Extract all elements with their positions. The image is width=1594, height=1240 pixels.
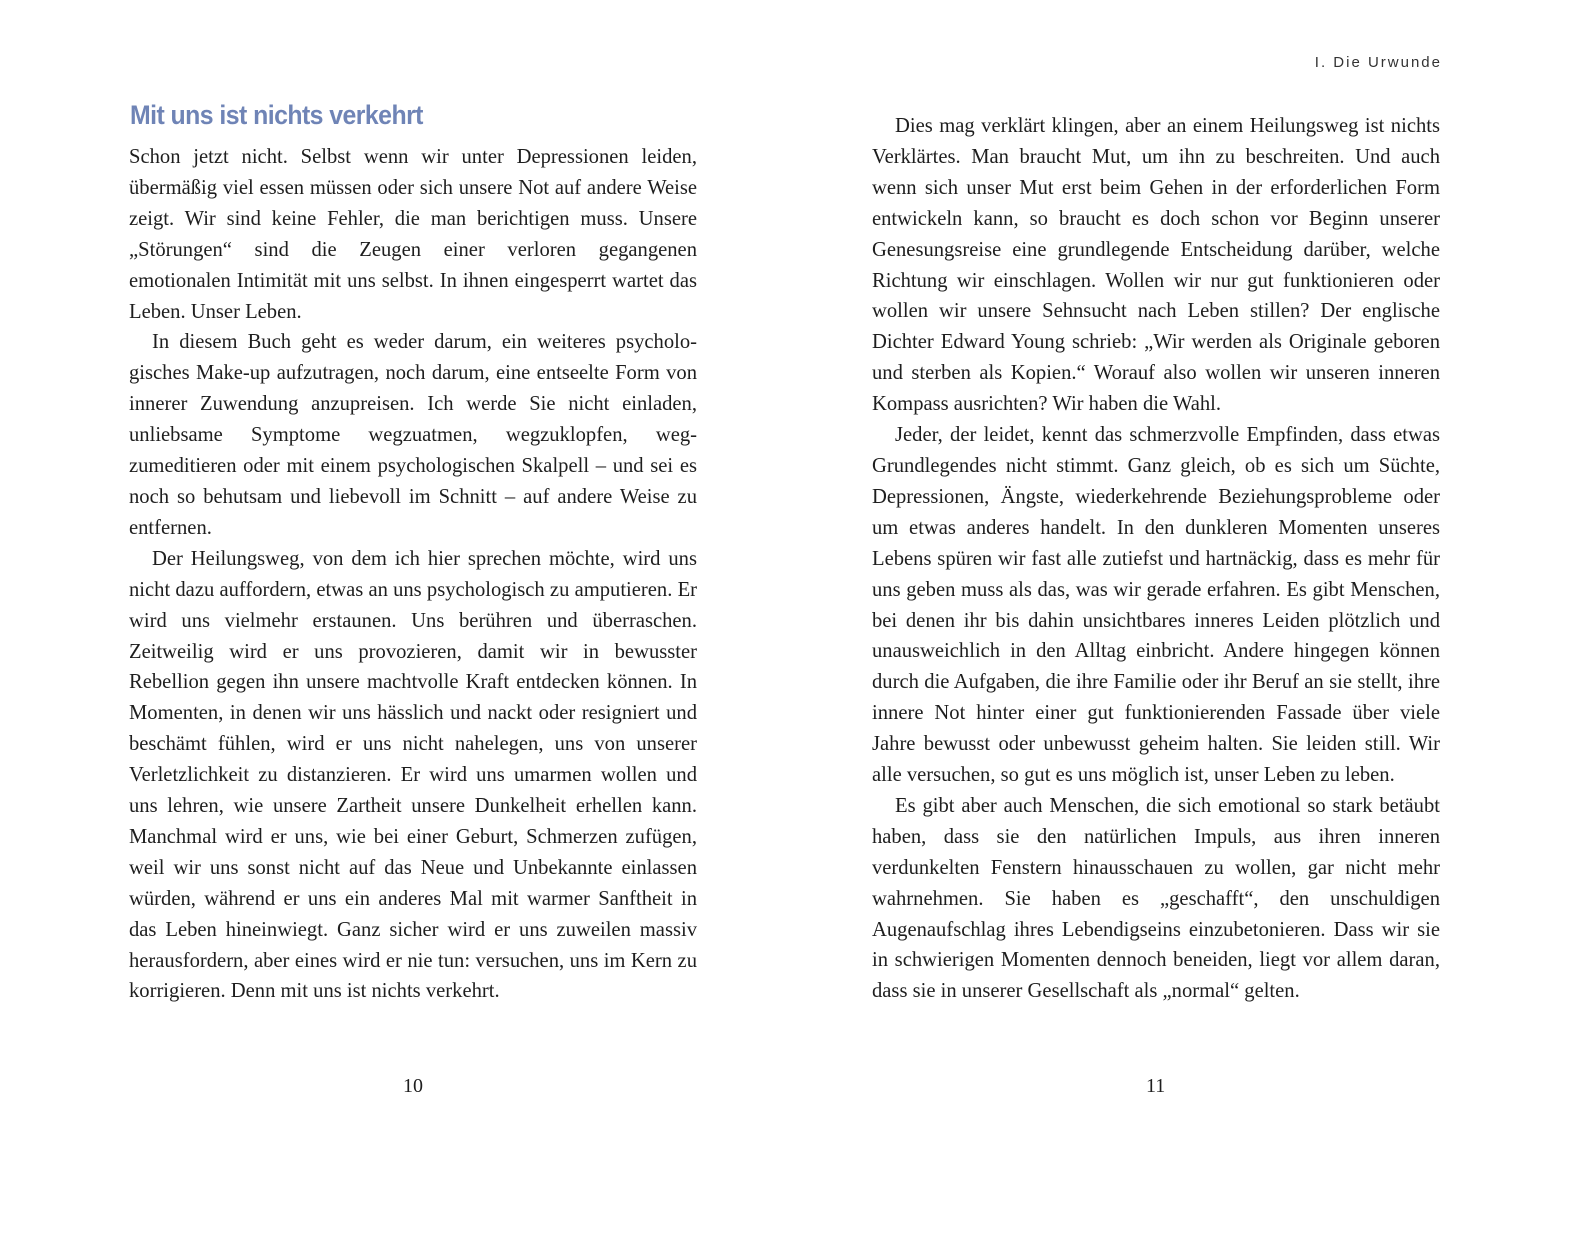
paragraph: Der Heilungsweg, von dem ich hier sprechen möchte, wird uns nicht dazu auffordern, etwas an uns psychologisch zu amputieren. Er wird uns vielmehr erstaunen. Uns berühren und überraschen. Zeitweilig wird er uns provozieren, damit wir in bewusster Rebellion gegen ihn unsere machtvolle Kraft entdecken können. In Momenten, in denen wir uns hässlich und nackt oder resigniert und beschämt fühlen, wird er uns nicht nahelegen, uns von unserer Verletzlichkeit zu distanzieren. Er wird uns umarmen wollen und uns lehren, wie unsere Zartheit unsere Dunkelheit erhellen kann. Manchmal wird er uns, wie bei einer Geburt, Schmerzen zufügen, weil wir uns sonst nicht auf das Neue und Unbekannte einlassen würden, während er uns ein anderes Mal mit warmer Sanftheit in das Leben hineinwiegt. Ganz sicher wird er uns zuweilen massiv herausfordern, aber eines wird er nie tun: versuchen, uns im Kern zu korrigieren. Denn mit uns ist nichts verkehrt. <box>129 547 697 1003</box>
paragraph: In diesem Buch geht es weder darum, ein weiteres psychologisches Make-up aufzutragen, noch darum, eine entseelte Form von innerer Zuwendung anzupreisen. Ich werde Sie nicht einladen, unliebsame Symptome wegzuatmen, wegzuklopfen, wegzumeditieren oder mit einem psychologischen Skalpell – und sei es noch so behutsam und liebevoll im Schnitt – auf andere Weise zu entfernen. <box>129 331 697 539</box>
page-number: 11 <box>1146 1075 1166 1097</box>
running-header: I. Die Urwunde <box>1314 54 1442 71</box>
left-page-body <box>129 142 697 1007</box>
right-page <box>797 0 1594 1240</box>
section-heading: Mit uns ist nichts verkehrt <box>130 100 423 130</box>
right-page-body <box>872 111 1440 1007</box>
paragraph: Jeder, der leidet, kennt das schmerzvolle Empfinden, dass etwas Grundlegendes nicht stimmt. Ganz gleich, ob es sich um Süchte, Depressionen, Ängste, wiederkehrende Beziehungsprobleme oder um etwas anderes handelt. In den dunkleren Momenten unseres Lebens spüren wir fast alle zutiefst und hartnäckig, dass es mehr für uns geben muss als das, was wir gerade erfahren. Es gibt Menschen, bei denen ihr bis dahin unsichtbares inneres Leiden plötzlich und unausweichlich in den Alltag einbricht. Andere hingegen können durch die Aufgaben, die ihre Familie oder ihr Beruf an sie stellt, ihre innere Not hinter einer gut funktionierenden Fassade über viele Jahre bewusst oder unbewusst geheim halten. Sie leiden still. Wir alle versuchen, so gut es uns möglich ist, unser Leben zu leben. <box>872 424 1440 787</box>
page-number: 10 <box>403 1075 423 1097</box>
paragraph: Dies mag verklärt klingen, aber an einem Heilungsweg ist nichts Verklärtes. Man braucht Mut, um ihn zu beschreiten. Und auch wenn sich unser Mut erst beim Gehen in der erforderlichen Form entwickeln kann, so braucht es doch schon vor Beginn unserer Genesungsreise eine grundlegende Entscheidung darüber, welche Richtung wir einschlagen. Wollen wir nur gut funktionieren oder wollen wir unsere Sehnsucht nach Leben stillen? Der englische Dichter Edward Young schrieb: „Wir werden als Originale geboren und sterben als Kopien.“ Worauf also wollen wir unseren inneren Kompass ausrichten? Wir haben die Wahl. <box>872 115 1440 416</box>
paragraph: Es gibt aber auch Menschen, die sich emotional so stark betäubt haben, dass sie den natürlichen Impuls, aus ihren inneren verdunkelten Fenstern hinausschauen zu wollen, gar nicht mehr wahrnehmen. Sie haben es „geschafft“, den unschuldigen Augenaufschlag ihres Lebendigseins einzubetonieren. Dass wir sie in schwierigen Momenten dennoch beneiden, liegt vor allem daran, dass sie in unserer Gesellschaft als „normal“ gelten. <box>872 794 1440 1003</box>
paragraph: Schon jetzt nicht. Selbst wenn wir unter Depressionen leiden, übermäßig viel essen müssen oder sich unsere Not auf andere Weise zeigt. Wir sind keine Fehler, die man berichtigen muss. Unsere „Störungen“ sind die Zeugen einer verloren gegangenen emotionalen Intimität mit uns selbst. In ihnen eingesperrt wartet das Leben. Unser Leben. <box>129 146 697 323</box>
